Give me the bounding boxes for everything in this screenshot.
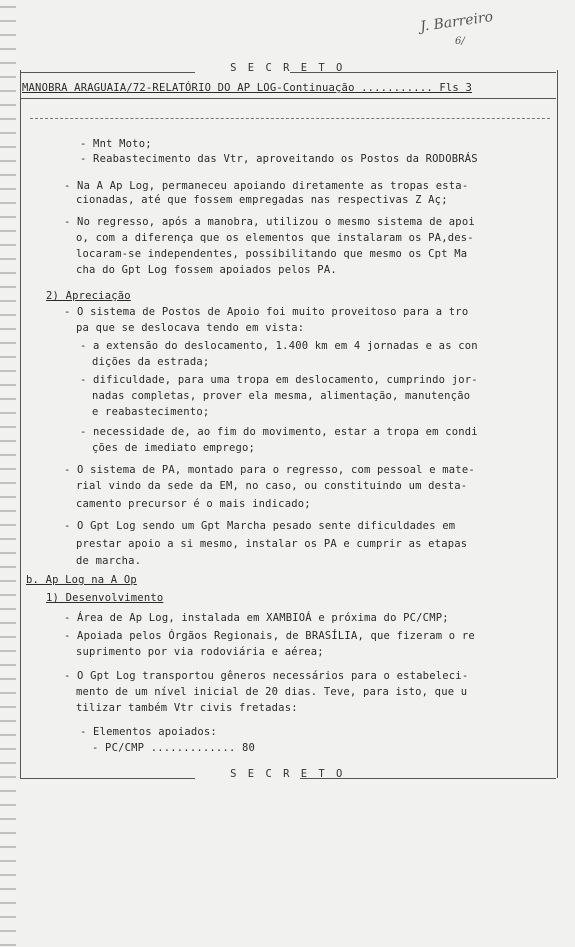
section-heading: b. Ap Log na A Op [26, 574, 137, 586]
dotted-rule [30, 118, 550, 119]
text-line: cionadas, até que fossem empregadas nas respectivas Z Aç; [76, 194, 448, 206]
text-line: suprimento por via rodoviária e aérea; [76, 646, 324, 658]
text-line: - Área de Ap Log, instalada em XAMBIOÁ e próxima do PC/CMP; [64, 612, 449, 624]
header-title: MANOBRA ARAGUAIA/72-RELATÓRIO DO AP LOG-Continuação ........... Fls 3 [22, 82, 472, 94]
text-line: de marcha. [76, 555, 142, 567]
text-line: - O sistema de Postos de Apoio foi muito proveitoso para a tro [64, 306, 469, 318]
top-rule-left [20, 72, 195, 73]
text-line: - Na A Ap Log, permaneceu apoiando diretamente as tropas esta- [64, 180, 469, 192]
classification-top: S E C R E T O [230, 62, 345, 74]
text-line: pa que se deslocava tendo em vista: [76, 322, 305, 334]
text-line: o, com a diferença que os elementos que instalaram os PA,des- [76, 232, 474, 244]
text-line: rial vindo da sede da EM, no caso, ou constituindo um desta- [76, 480, 468, 492]
text-line: - Mnt Moto; [80, 138, 152, 150]
text-line: dições da estrada; [92, 356, 210, 368]
text-line: cha do Gpt Log fossem apoiados pelos PA. [76, 264, 337, 276]
text-line: locaram-se independentes, possibilitando que mesmo os Cpt Ma [76, 248, 468, 260]
text-line: - O Gpt Log transportou gêneros necessários para o estabeleci- [64, 670, 469, 682]
text-line: prestar apoio a si mesmo, instalar os PA e cumprir as etapas [76, 538, 468, 550]
text-line: - No regresso, após a manobra, utilizou o mesmo sistema de apoi [64, 216, 475, 228]
text-line: - a extensão do deslocamento, 1.400 km em 4 jornadas e as con [80, 340, 478, 352]
section-heading: 1) Desenvolvimento [46, 592, 164, 604]
text-line: tilizar também Vtr civis fretadas: [76, 702, 298, 714]
text-line: - PC/CMP ............. 80 [92, 742, 256, 754]
handwritten-mark: 6/ [455, 36, 465, 47]
text-line: - dificuldade, para uma tropa em deslocamento, cumprindo jor- [80, 374, 478, 386]
section-heading: 2) Apreciação [46, 290, 131, 302]
text-line: e reabastecimento; [92, 406, 210, 418]
text-line: nadas completas, prover ela mesma, alimentação, manutenção [92, 390, 471, 402]
classification-bottom: S E C R E T O [230, 768, 345, 780]
text-line: camento precursor é o mais indicado; [76, 498, 311, 510]
text-line: - O Gpt Log sendo um Gpt Marcha pesado sente dificuldades em [64, 520, 456, 532]
text-line: - Apoiada pelos Órgãos Regionais, de BRASÍLIA, que fizeram o re [64, 630, 475, 642]
text-line: - necessidade de, ao fim do movimento, estar a tropa em condi [80, 426, 478, 438]
binding-holes [0, 0, 16, 947]
text-line: - Elementos apoiados: [80, 726, 217, 738]
handwritten-signature: J. Barreiro [419, 8, 495, 36]
text-line: - Reabastecimento das Vtr, aproveitando os Postos da RODOBRÁS [80, 153, 478, 165]
top-rule-right [290, 72, 556, 73]
text-line: - O sistema de PA, montado para o regresso, com pessoal e mate- [64, 464, 475, 476]
text-line: mento de um nível inicial de 20 dias. Teve, para isto, que u [76, 686, 468, 698]
header-rule [20, 98, 556, 99]
text-line: ções de imediato emprego; [92, 442, 256, 454]
